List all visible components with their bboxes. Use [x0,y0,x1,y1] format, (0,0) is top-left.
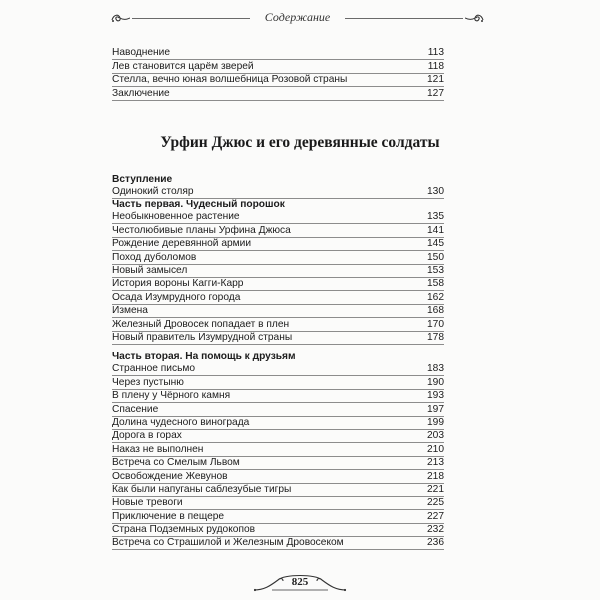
section-heading: Часть первая. Чудесный порошок [112,199,285,210]
toc-entry [112,47,444,60]
toc-entry-page: 113 [427,47,444,59]
toc-entry-title: Долина чудесного винограда [112,416,250,428]
toc-entry [112,60,444,73]
toc-entry-page: 218 [427,470,444,482]
toc-section-part1 [112,198,444,345]
toc-entry-page: 203 [427,430,444,442]
toc-entry [112,305,444,318]
toc-entry [112,251,444,264]
toc-entry-title: Странное письмо [112,363,196,375]
toc-entry [112,403,444,416]
toc-entry [112,376,444,389]
toc-entry [112,265,444,278]
section-heading: Вступление [112,174,173,185]
toc-entry-page: 121 [427,74,444,86]
header-rule-left [132,18,250,19]
toc-entry-page: 236 [427,537,444,549]
toc-entry-page: 153 [427,264,444,276]
toc-entry-title: Освобождение Жевунов [112,470,228,482]
toc-entry-page: 150 [427,251,444,263]
toc-entry [112,390,444,403]
toc-entry-page: 210 [427,443,444,455]
toc-entry [112,278,444,291]
toc-entry-title: Заключение [112,87,170,99]
toc-entry-title: В плену у Чёрного камня [112,390,231,402]
toc-entry [112,87,444,100]
ornament-flourish-icon [110,11,130,25]
toc-entry-title: Страна Подземных рудокопов [112,524,256,536]
toc-entry-title: Одинокий столяр [112,186,194,198]
toc-entry-title: История вороны Кагги-Карр [112,278,244,290]
toc-part2-list [112,363,444,550]
toc-section-intro [112,173,444,199]
toc-entry-title: Приключение в пещере [112,510,225,522]
toc-part1-list [112,211,444,345]
toc-entry-title: Железный Дровосек попадает в плен [112,318,290,330]
toc-entry [112,537,444,550]
header-title: Содержание [264,10,331,24]
toc-entry [112,363,444,376]
toc-entry-page: 225 [427,497,444,509]
toc-section-part2 [112,350,444,550]
toc-entry [112,318,444,331]
book-title: Урфин Джюс и его деревянные солдаты [160,134,440,151]
toc-entry [112,238,444,251]
toc-entry [112,443,444,456]
toc-entry-title: Как были напуганы саблезубые тигры [112,483,292,495]
toc-entry-title: Поход дуболомов [112,251,197,263]
toc-entry-title: Наказ не выполнен [112,443,204,455]
toc-entry-page: 158 [427,278,444,290]
toc-entry [112,524,444,537]
toc-entry-title: Новый правитель Изумрудной страны [112,331,293,343]
toc-entry-title: Стелла, вечно юная волшебница Розовой страны [112,74,348,86]
toc-entry-page: 135 [427,211,444,223]
toc-entry-title: Рождение деревянной армии [112,238,252,250]
toc-entry-title: Спасение [112,403,159,415]
toc-entry [112,497,444,510]
toc-entry-page: 183 [427,363,444,375]
toc-entry [112,510,444,523]
toc-entry-page: 170 [427,318,444,330]
toc-entry-title: Лев становится царём зверей [112,60,254,72]
toc-entry-page: 227 [427,510,444,522]
toc-entry-page: 145 [427,238,444,250]
running-header [110,6,485,30]
toc-entry-page: 168 [427,305,444,317]
toc-entry-title: Наводнение [112,47,170,59]
toc-entry-page: 162 [427,291,444,303]
toc-entry-page: 199 [427,416,444,428]
toc-entry [112,484,444,497]
toc-entry [112,417,444,430]
toc-entry-page: 127 [427,87,444,99]
toc-entry-page: 197 [427,403,444,415]
toc-entry-title: Новый замысел [112,264,188,276]
section-heading: Часть вторая. На помощь к друзьям [112,351,296,362]
toc-entry-title: Встреча со Страшилой и Железным Дровосеком [112,537,344,549]
toc-entry [112,224,444,237]
toc-entry-page: 130 [427,186,444,198]
toc-entry-title: Измена [112,305,148,317]
toc-entry-page: 221 [427,483,444,495]
ornament-flourish-icon [465,11,485,25]
toc-entry-page: 118 [427,60,444,72]
toc-entry-page: 190 [427,376,444,388]
toc-top-list [112,47,444,101]
toc-entry-page: 232 [427,524,444,536]
toc-entry [112,211,444,224]
toc-entry-title: Встреча со Смелым Львом [112,457,240,469]
toc-entry [112,332,444,345]
toc-entry-title: Новые тревоги [112,497,183,509]
toc-entry [112,74,444,87]
toc-entry-title: Дорога в горах [112,430,182,442]
toc-entry-title: Честолюбивые планы Урфина Джюса [112,224,291,236]
page-footer [250,572,350,596]
toc-entry-title: Осада Изумрудного города [112,291,241,303]
toc-entry-title: Через пустыню [112,376,184,388]
header-rule-right [345,18,463,19]
toc-entry-page: 213 [427,457,444,469]
toc-entry [112,291,444,304]
page-number: 825 [291,576,309,588]
toc-entry-title: Необыкновенное растение [112,211,240,223]
toc-entry [112,430,444,443]
toc-entry [112,470,444,483]
toc-entry [112,457,444,470]
toc-entry-page: 193 [427,390,444,402]
toc-entry-page: 141 [427,224,444,236]
toc-entry-page: 178 [427,331,444,343]
